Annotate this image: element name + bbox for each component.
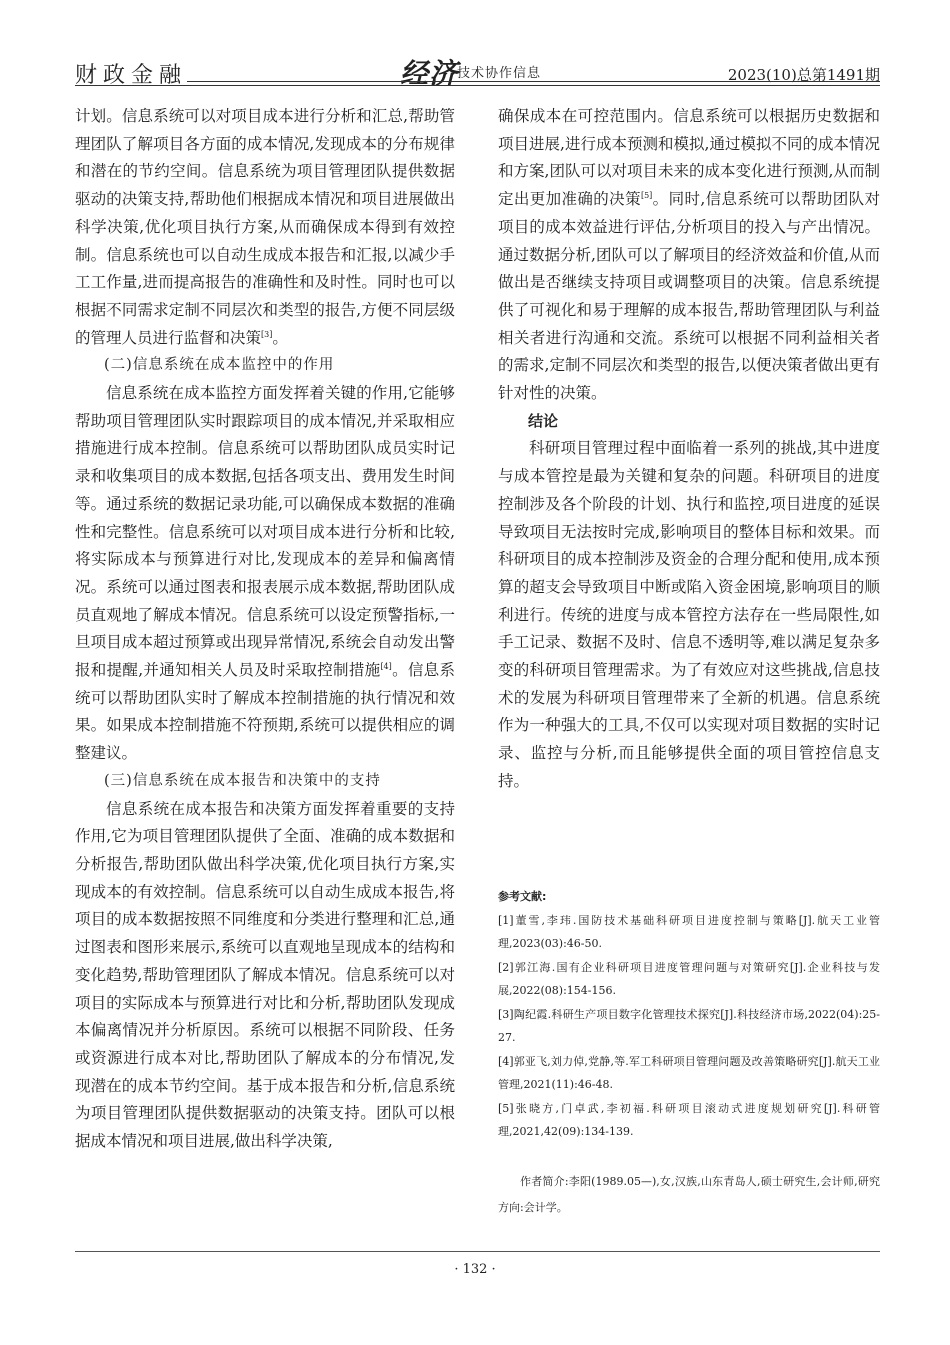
citation: [3] [261, 329, 273, 339]
left-column [75, 103, 455, 1156]
header-rule-lower [75, 85, 880, 86]
paragraph: 信息系统在成本监控方面发挥着关键的作用,它能够帮助项目管理团队实时跟踪项目的成本情况,并采取相应措施进行成本控制。信息系统可以帮助团队成员实时记录和收集项目的成本数据,包括各项支出、费用发生时间等。通过系统的数据记录功能,可以确保成本数据的准确性和完整性。信息系统可以对项目成本进行分析和比较,将实际成本与预算进行对比,发现成本的差异和偏离情况。系统可以通过图表和报表展示成本数据,帮助团队成员直观地了解成本情况。信息系统可以设定预警指标,一旦项目成本超过预算或出现异常情况,系统会自动发出警报和提醒,并通知相关人员及时采取控制措施[4]。信息系统可以帮助团队实时了解成本控制措施的执行情况和效果。如果成本控制措施不符预期,系统可以提供相应的调整建议。 [75, 384, 455, 763]
paragraph: 科研项目管理过程中面临着一系列的挑战,其中进度与成本管控是最为关键和复杂的问题。科研项目的进度控制涉及各个阶段的计划、执行和监控,项目进度的延误导致项目无法按时完成,影响项目的整体目标和效果。而科研项目的成本控制涉及资金的合理分配和使用,成本预算的超支会导致项目中断或陷入资金困境,影响项目的顺利进行。传统的进度与成本管控方法存在一些局限性,如手工记录、数据不及时、信息不透明等,难以满足复杂多变的科研项目管理需求。为了有效应对这些挑战,信息技术的发展为科研项目管理带来了全新的机遇。信息系统作为一种强大的工具,不仅可以实现对项目数据的实时记录、监控与分析,而且能够提供全面的项目管控信息支持。 [498, 439, 880, 790]
header-rule [187, 81, 880, 82]
journal-subtitle: 技术协作信息 [457, 66, 542, 81]
footer-rule [75, 1251, 880, 1252]
reference-item: [2]郭江海.国有企业科研项目进度管理问题与对策研究[J].企业科技与发展,2022(08):154-156. [498, 960, 880, 997]
reference-item: [4]郭亚飞,刘力倬,党静,等.军工科研项目管理问题及改善策略研究[J].航天工业管理,2021(11):46-48. [498, 1054, 880, 1091]
paragraph: 信息系统在成本报告和决策方面发挥着重要的支持作用,它为项目管理团队提供了全面、准确的成本数据和分析报告,帮助团队做出科学决策,优化项目执行方案,实现成本的有效控制。信息系统可以自动生成成本报告,将项目的成本数据按照不同维度和分类进行整理和汇总,通过图表和图形来展示,系统可以直观地呈现成本的结构和变化趋势,帮助管理团队了解成本情况。信息系统可以对项目的实际成本与预算进行对比和分析,帮助团队发现成本偏离情况并分析原因。系统可以根据不同阶段、任务或资源进行成本对比,帮助团队了解成本的分布情况,发现潜在的成本节约空间。基于成本报告和分析,信息系统为项目管理团队提供数据驱动的决策支持。团队可以根据成本情况和项目进展,做出科学决策, [75, 799, 455, 1151]
references [498, 885, 880, 1144]
citation: [4] [380, 661, 392, 671]
page-number: · 132 · [454, 1262, 496, 1277]
references-title: 参考文献: [498, 890, 547, 903]
page-header [75, 58, 880, 90]
reference-item: [3]陶纪霞.科研生产项目数字化管理技术探究[J].科技经济市场,2022(04):25-27. [498, 1007, 880, 1044]
subsection-heading: (三)信息系统在成本报告和决策中的支持 [104, 772, 381, 789]
paragraph: 确保成本在可控范围内。信息系统可以根据历史数据和项目进展,进行成本预测和模拟,通过模拟不同的成本情况和方案,团队可以对项目未来的成本变化进行预测,从而制定出更加准确的决策[5]。同时,信息系统可以帮助团队对项目的成本效益进行评估,分析项目的投入与产出情况。通过数据分析,团队可以了解项目的经济效益和价值,从而做出是否继续支持项目或调整项目的决策。信息系统提供了可视化和易于理解的成本报告,帮助管理团队与利益相关者进行沟通和交流。系统可以根据不同利益相关者的需求,定制不同层次和类型的报告,以便决策者做出更有针对性的决策。 [498, 107, 880, 403]
author-bio: 作者简介:李阳(1989.05—),女,汉族,山东青岛人,硕士研究生,会计师,研究方向:会计学。 [498, 1175, 880, 1214]
citation: [5] [640, 190, 653, 200]
reference-item: [5]张晓方,门卓武,李初福.科研项目滚动式进度规划研究[J].科研管理,2021,42(09):134-139. [498, 1101, 880, 1138]
section-heading: 结论 [528, 411, 559, 430]
right-column [498, 103, 880, 796]
journal-section: 财政金融 [75, 63, 188, 88]
reference-item: [1]董雪,李玮.国防技术基础科研项目进度控制与策略[J].航天工业管理,2023(03):46-50. [498, 913, 880, 950]
journal-logo: 经济 [400, 57, 459, 90]
subsection-heading: (二)信息系统在成本监控中的作用 [104, 357, 335, 374]
issue-number: 2023(10)总第1491期 [727, 66, 880, 84]
paragraph: 计划。信息系统可以对项目成本进行分析和汇总,帮助管理团队了解项目各方面的成本情况,发现成本的分布规律和潜在的节约空间。信息系统为项目管理团队提供数据驱动的决策支持,帮助他们根据成本情况和项目进展做出科学决策,优化项目执行方案,从而确保成本得到有效控制。信息系统也可以自动生成成本报告和汇报,以减少手工工作量,进而提高报告的准确性和及时性。同时也可以根据不同需求定制不同层次和类型的报告,方便不同层级的管理人员进行监督和决策[3]。 [75, 107, 455, 347]
